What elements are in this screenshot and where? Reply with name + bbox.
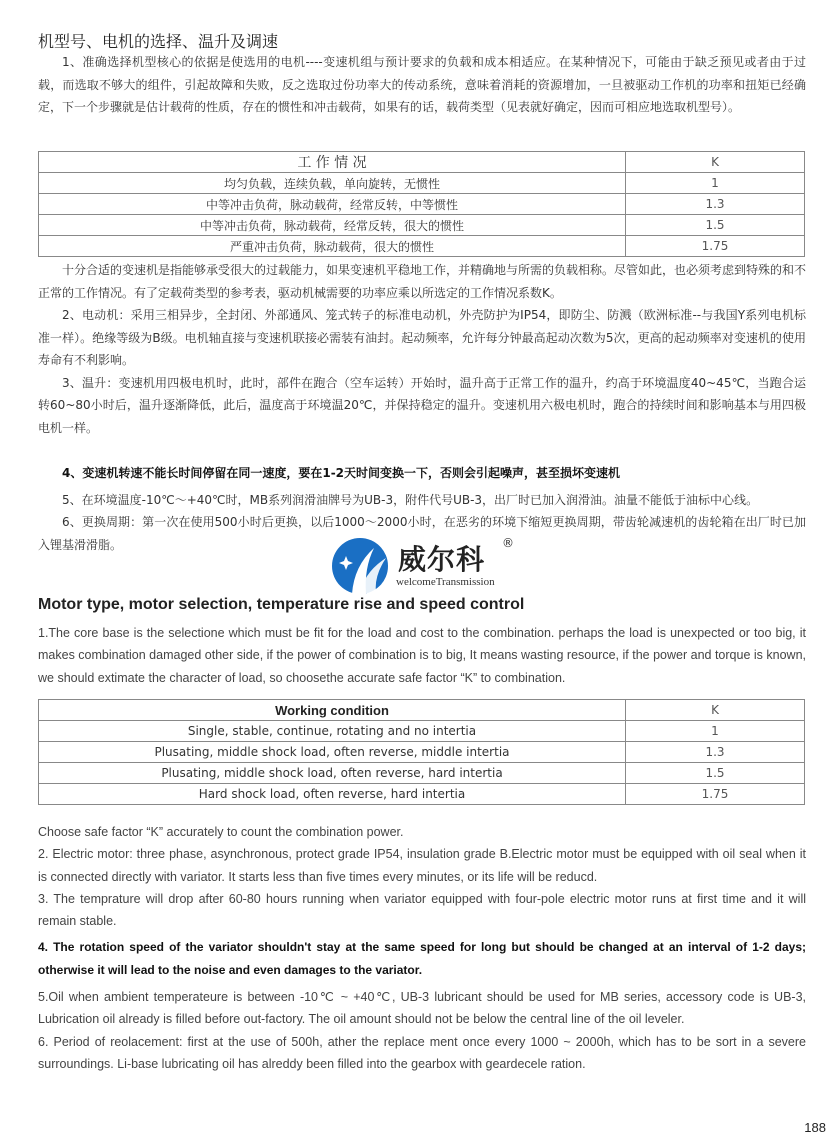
paragraphs-cn [38,259,806,439]
section-title-en: Motor type, motor selection, temperature rise and speed control [38,596,525,613]
logo-name-en: welcomeTransmission [396,576,495,588]
table-cell: 1.75 [626,236,805,257]
table-header: K [626,152,805,173]
table-row [39,215,805,236]
table-header: K [626,700,805,721]
logo-emblem-icon [330,536,390,596]
paragraph-text: 2. Electric motor: three phase, asynchronous, protect grade IP54, insulation grade B.Electric motor must be equipped with oil seal when it is connected directly with variator. It starts less than five times every minutes, or its life will be reducd. [38,847,806,884]
table-cell: 1.5 [626,215,805,236]
table-header: Working condition [39,700,626,721]
table-cell: 1.3 [626,742,805,763]
paragraph-text: 3. The temprature will drop after 60-80 hours running when variator equipped with four-pole electric motor runs at first time and it will remain stable. [38,891,806,929]
paragraph-text-bold: 4、变速机转速不能长时间停留在同一速度，要在1-2天时间变换一下，否则会引起噪声，甚至损坏变速机 [62,466,621,480]
table-row [39,194,805,215]
table-cell: Plusating, middle shock load, often reverse, middle intertia [39,742,626,763]
table-header: 工 作 情 况 [39,152,626,173]
paragraph-text: 1、准确选择机型核心的依据是使选用的电机----变速机组与预计要求的负载和成本相适应。在某种情况下，可能由于缺乏预见或者由于过载，而选取不够大的组件，引起故障和失败，反之选取过份功率大的传动系统，意味着消耗的资源增加，一旦被驱动工作机的功率和扭矩已经确定，下一个步骤就是估计载荷的性质，存在的惯性和冲击载荷，如果有的话，载荷类型（见表就好确定，因而可相应地选取机型号）。 [38,55,806,114]
table-cell: 中等冲击负荷，脉动载荷，经常反转，很大的惯性 [39,215,626,236]
table-cell: 严重冲击负荷，脉动载荷，很大的惯性 [39,236,626,257]
table-cell: 1.75 [626,784,805,805]
company-logo [330,538,530,594]
table-header-row [39,700,805,721]
table-cell: 1.5 [626,763,805,784]
table-cell: 1 [626,173,805,194]
paragraph-text: 3、温升：变速机用四极电机时，此时，部件在跑合（空车运转）开始时，温升高于正常工作的温升，约高于环境温度40~45℃，当跑合运转60~80小时后，温升逐渐降低，此后，温度高于环境温20℃，并保持稳定的温升。变速机用六极电机时，跑合的持续时间和影响基本与用四极电机一样。 [38,375,806,435]
table-cell: 1.3 [626,194,805,215]
table-header-row [39,152,805,173]
paragraph-text: 6、更换周期：第一次在使用500小时后更换，以后1000～2000小时，在恶劣的环境下缩短更换周期，带齿轮减速机的齿轮箱在出厂时已加入锂基滑滑脂。 [38,515,806,552]
table-row [39,763,805,784]
paragraph-text: 5.Oil when ambient temperateure is between -10℃ ~ +40℃, UB-3 lubricant should be used for MB series, accessory code is UB-3, Lubrication oil already is filled before out-factory. The oil amount should not be below the central line of the oil leveler. [38,990,806,1027]
table-row [39,742,805,763]
paragraph-text: 6. Period of reolacement: first at the use of 500h, ather the replace ment once every 1000 ~ 2000h, which has to be sort in a severe surroundings. Li-base lubricating oil has alreddy been filled into the gearbox with geardecele ration. [38,1034,806,1071]
paragraph-text-bold: 4. The rotation speed of the variator shouldn't stay at the same speed for long but should be changed at an interval of 1-2 days; otherwise it will lead to the noise and even damages to the variator. [38,940,806,977]
paragraph-text: 5、在环境温度-10℃～+40℃时，MB系列润滑油牌号为UB-3，附件代号UB-3，出厂时已加入润滑油。油量不能低于油标中心线。 [62,492,759,507]
table-cell: 1 [626,721,805,742]
section-title-cn: 机型号、电机的选择、温升及调速 [38,32,279,51]
table-cell: 中等冲击负荷，脉动载荷，经常反转，中等惯性 [39,194,626,215]
paragraph-text: 十分合适的变速机是指能够承受很大的过载能力，如果变速机平稳地工作，并精确地与所需的负载相称。尽管如此，也必须考虑到特殊的和不正常的工作情况。有了定载荷类型的参考表，驱动机械需要的功率应乘以所选定的工作情况系数K。 [38,263,807,300]
paragraph-text: 1.The core base is the selectione which must be fit for the load and cost to the combination. perhaps the load is unexpected or too big, it makes combination damaged other side, if the power of combination is to big, It means wasting resource, if the power and torque is known, we should extimate the character of load, so choosethe accurate safe factor “K” to combination. [38,626,806,685]
working-condition-table-en [38,699,805,805]
paragraphs-en [38,821,806,1075]
paragraph-text: Choose safe factor “K” accurately to count the combination power. [38,825,404,839]
paragraph-text: 2、电动机：采用三相异步，全封闭、外部通风、笼式转子的标准电动机，外壳防护为IP54，即防尘、防溅（欧洲标准--与我国Y系列电机标准一样）。绝缘等级为B级。电机轴直接与变速机联接必需装有油封。起动频率，允许每分钟最高起动次数为5次，更高的起动频率对变速机的使用寿命有不利影响。 [38,308,806,367]
table-cell: Hard shock load, often reverse, hard intertia [39,784,626,805]
working-condition-table-cn [38,151,805,257]
paragraph-cn-1 [38,51,806,119]
page-number: 188 [804,1120,826,1135]
paragraph-en-1 [38,622,806,689]
table-row [39,721,805,742]
logo-name-cn: 威尔科 [398,543,486,576]
table-cell: Plusating, middle shock load, often reverse, hard intertia [39,763,626,784]
table-row [39,784,805,805]
table-cell: 均匀负载，连续负载，单向旋转，无惯性 [39,173,626,194]
registered-mark: ® [502,536,514,550]
table-row [39,173,805,194]
table-cell: Single, stable, continue, rotating and no intertia [39,721,626,742]
table-row [39,236,805,257]
